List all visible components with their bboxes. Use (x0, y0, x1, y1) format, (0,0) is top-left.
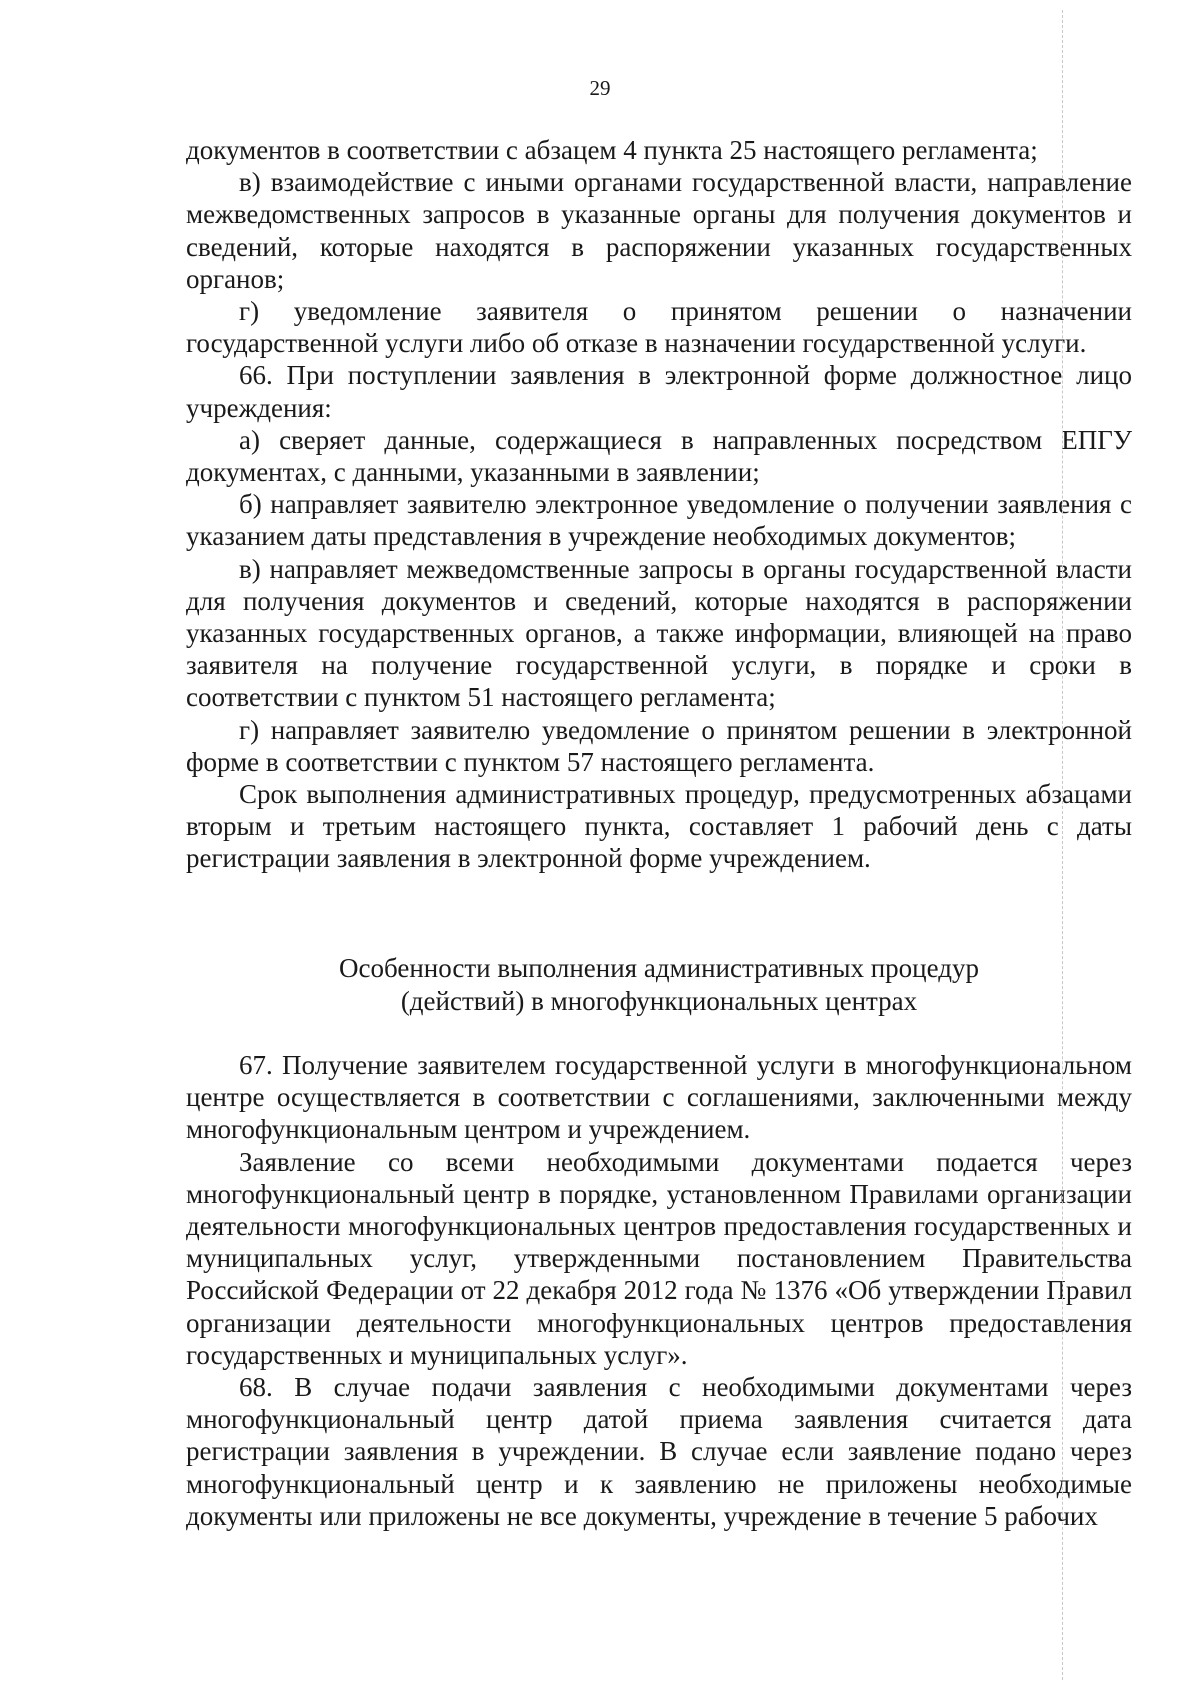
body-text-block-upper (186, 134, 1132, 875)
list-item-v-requests: в) направляет межведомственные запросы в органы государственной власти для получения документов и сведений, которые находятся в распоряжении указанных государственных органов, а также информации, влияющей на право заявителя на получение государственной услуги, в порядке и сроки в соответствии с пунктом 51 настоящего регламента; (186, 553, 1132, 713)
list-item-b-notify: б) направляет заявителю электронное уведомление о получении заявления с указанием даты представления в учреждение необходимых документов; (186, 489, 1132, 552)
page-number: 29 (589, 76, 611, 100)
paragraph-continuation: документов в соответствии с абзацем 4 пункта 25 настоящего регламента; (186, 135, 1038, 165)
deadline-paragraph: Срок выполнения административных процедур, предусмотренных абзацами вторым и третьим настоящего пункта, составляет 1 рабочий день с даты регистрации заявления в электронной форме учреждением. (186, 779, 1132, 874)
section-heading (186, 952, 1132, 1018)
clause-67: 67. Получение заявителем государственной услуги в многофункциональном центре осуществляется в соответствии с соглашениями, заключенными между многофункциональным центром и учреждением. (186, 1050, 1132, 1145)
clause-66: 66. При поступлении заявления в электронной форме должностное лицо учреждения: (186, 360, 1132, 423)
section-heading-line-1: Особенности выполнения административных процедур (338, 953, 979, 983)
body-text-block-lower (186, 1049, 1132, 1532)
list-item-g-decision: г) направляет заявителю уведомление о принятом решении в электронной форме в соответствии с пунктом 57 настоящего регламента. (186, 714, 1132, 777)
scan-artifact-line (1062, 10, 1063, 1680)
list-item-v-interaction: в) взаимодействие с иными органами государственной власти, направление межведомственных запросов в указанные органы для получения документов и сведений, которые находятся в распоряжении указанных государственных органов; (186, 167, 1132, 294)
section-heading-line-2: (действий) в многофункциональных центрах (400, 986, 918, 1016)
clause-68: 68. В случае подачи заявления с необходимыми документами через многофункциональный центр датой приема заявления считается дата регистрации заявления в учреждении. В случае если заявление подано через многофункциональный центр и к заявлению не приложены необходимые документы или приложены не все документы, учреждение в течение 5 рабочих (186, 1372, 1132, 1531)
application-submission-paragraph: Заявление со всеми необходимыми документами подается через многофункциональный центр в порядке, установленном Правилами организации деятельности многофункциональных центров предоставления государственных и муниципальных услуг, утвержденными постановлением Правительства Российской Федерации от 22 декабря 2012 года № 1376 «Об утверждении Правил организации деятельности многофункциональных центров предоставления государственных и муниципальных услуг». (186, 1146, 1132, 1370)
list-item-g-notification: г) уведомление заявителя о принятом решении о назначении государственной услуги либо об отказе в назначении государственной услуги. (186, 296, 1132, 359)
list-item-a-verify: а) сверяет данные, содержащиеся в направленных посредством ЕПГУ документах, с данными, указанными в заявлении; (186, 424, 1132, 488)
